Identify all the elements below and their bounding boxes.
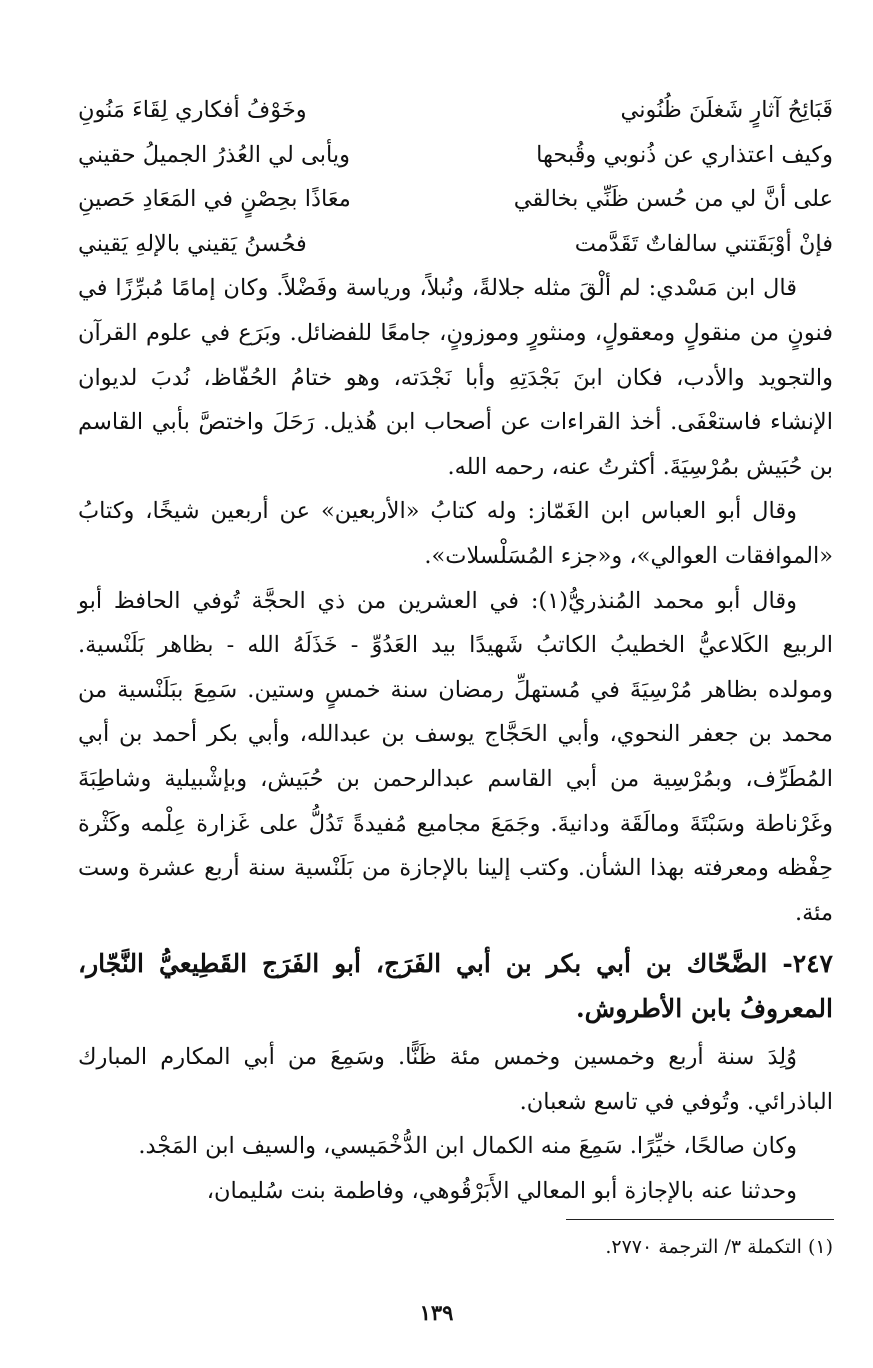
verse-line <box>78 133 833 178</box>
paragraph-narrators: وحدثنا عنه بالإجازة أبو المعالي الأَبَرْقُوهي، وفاطمة بنت سُليمان، <box>206 1178 797 1205</box>
verse-second-hemistich: فحُسنُ يَقيني بالإلهِ يَقيني <box>78 230 307 257</box>
paragraph-mundhiri: وقال أبو محمد المُنذريُّ(١): في العشرين من ذي الحجَّة تُوفي الحافظ أبو الربيع الكَلاعيُّ الخطيبُ الكاتبُ شَهيدًا بيد العَدُوِّ - خَذَلَهُ الله - بظاهر بَلَنْسية. ومولده بظاهر مُرْسِيَةَ في مُستهلِّ رمضان سنة خمسٍ وستين. سَمِعَ ببَلَنْسية من محمد بن جعفر النحوي، وأبي الحَجَّاج يوسف بن عبدالله، وأبي بكر أحمد بن أبي المُطَرِّف، وبمُرْسِية من أبي القاسم عبدالرحمن بن حُبَيش، وبإشْبيلية وشاطِبَةَ وغَرْناطة وسَبْتَةَ ومالَقَة ودانيةَ. وجَمَعَ مجاميع مُفيدةً تَدُلُّ على غَزارة عِلْمه وكَثْرة حِفْظه ومعرفته بهذا الشأن. وكتب إلينا بالإجازة من بَلَنْسية سنة أربع عشرة وست مئة. <box>78 587 833 926</box>
paragraph-birth: وُلِدَ سنة أربع وخمسين وخمس مئة ظَنًّا. وسَمِعَ من أبي المكارم المبارك الباذرائي. وتُوفي في تاسع شعبان. <box>78 1044 833 1115</box>
page-number: ١٣٩ <box>419 1300 454 1325</box>
entry-heading: ٢٤٧- الضَّحّاك بن أبي بكر بن أبي الفَرَج، أبو الفَرَج القَطِيعيُّ النَّجّار، المعروفُ بابن الأطروش. <box>78 949 833 1024</box>
footnote-divider <box>566 1219 834 1220</box>
paragraph-ibn-ghammaz: وقال أبو العباس ابن الغَمّاز: وله كتابُ «الأربعين» عن أربعين شيخًا، وكتابُ «الموافقات العوالي»، و«جزء المُسَلْسلات». <box>78 498 833 569</box>
verse-second-hemistich: وخَوْفُ أفكاري لِقَاءَ مَنُونِ <box>78 97 307 123</box>
verse-line <box>78 88 833 133</box>
verse-first-hemistich: فإنْ أوْبَقَتني سالفاتٌ تَقَدَّمت <box>574 230 833 257</box>
verse-second-hemistich: معَاذًا بحِصْنٍ في المَعَادِ حَصينِ <box>78 186 351 213</box>
verse-line <box>78 177 833 222</box>
footnote: (١) التكملة ٣/ الترجمة ٢٧٧٠. <box>605 1236 833 1258</box>
paragraph-ibn-masdi: قال ابن مَسْدي: لم ألْقَ مثله جلالةً، ونُبلاً، ورياسة وفَضْلاً. وكان إمامًا مُبرِّزًا في فنونٍ من منقولٍ ومعقولٍ، ومنثورٍ وموزونٍ، جامعًا للفضائل. وبَرَع في علوم القرآن والتجويد والأدب، فكان ابنَ بَجْدَتِهِ وأبا نَجْدَته، وهو ختامُ الحُفّاظ، نُدبَ لديوان الإنشاء فاستعْفَى. أخذ القراءات عن أصحاب ابن هُذيل. رَحَلَ واختصَّ بأبي القاسم بن حُبَيش بمُرْسِيَةَ. أكثرتُ عنه، رحمه الله. <box>78 275 833 480</box>
verse-second-hemistich: ويأبى لي العُذرُ الجميلُ حقيني <box>78 141 350 168</box>
verse-first-hemistich: وكيف اعتذاري عن ذُنوبي وقُبحها <box>536 141 833 168</box>
paragraph-character: وكان صالحًا، خيِّرًا. سَمِعَ منه الكمال ابن الدُّخْمَيسي، والسيف ابن المَجْد. <box>138 1133 797 1160</box>
verse-first-hemistich: قَبَائِحُ آثارٍ شَغلَنَ ظُنُوني <box>620 97 833 123</box>
verse-first-hemistich: على أنَّ لي من حُسن ظَنِّي بخالقي <box>513 186 833 213</box>
verse-line <box>78 222 833 267</box>
main-text <box>78 88 833 1214</box>
